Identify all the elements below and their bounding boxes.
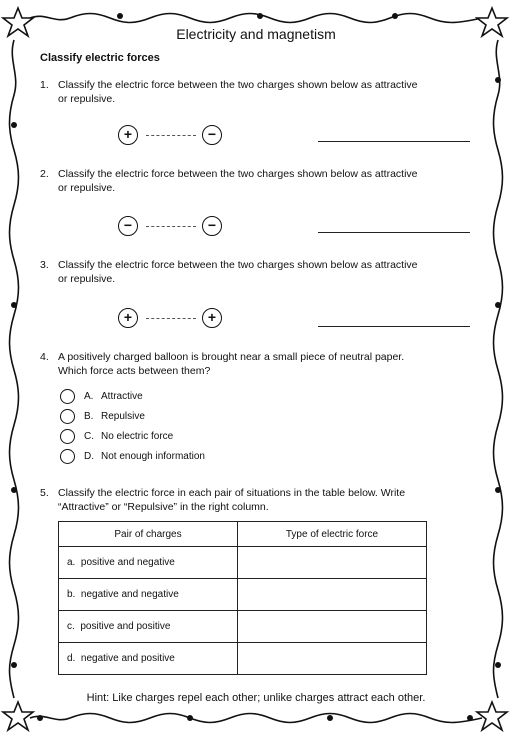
option-letter: D. — [84, 451, 94, 462]
answer-line[interactable] — [318, 232, 470, 233]
answer-cell[interactable] — [238, 547, 427, 579]
question-number: 2. — [40, 168, 49, 180]
question-3 — [40, 258, 440, 288]
section-subtitle: Classify electric forces — [40, 52, 160, 64]
option-d-radio[interactable] — [60, 449, 75, 464]
page-title: Electricity and magnetism — [176, 26, 336, 42]
option-letter: A. — [84, 391, 94, 402]
row-text: positive and negative — [80, 557, 175, 568]
option-letter: C. — [84, 431, 94, 442]
option-letter: B. — [84, 411, 94, 422]
answer-line[interactable] — [318, 141, 470, 142]
table-row — [59, 579, 427, 611]
answer-cell[interactable] — [238, 579, 427, 611]
charge-left: − — [118, 216, 138, 236]
row-text: negative and negative — [80, 589, 179, 600]
option-c-label: No electric force — [101, 431, 174, 442]
question-2 — [40, 167, 440, 197]
pair-cell — [59, 611, 238, 643]
hint-text: Hint: Like charges repel each other; unlike charges attract each other. — [86, 692, 426, 704]
answer-line[interactable] — [318, 326, 470, 327]
column-header: Type of electric force — [238, 522, 427, 547]
dashed-connector — [146, 135, 196, 136]
row-letter: c. — [67, 621, 75, 632]
question-text: A positively charged balloon is brought near a small piece of neutral paper. Which force acts between them? — [58, 351, 405, 377]
question-1 — [40, 78, 440, 108]
row-letter: d. — [67, 653, 76, 664]
question-number: 1. — [40, 79, 49, 91]
question-number: 3. — [40, 259, 49, 271]
option-c-radio[interactable] — [60, 429, 75, 444]
pair-cell — [59, 547, 238, 579]
classification-table — [58, 521, 427, 675]
pair-cell — [59, 579, 238, 611]
charge-left: + — [118, 308, 138, 328]
table-row — [59, 643, 427, 675]
question-text: Classify the electric force in each pair of situations in the table below. Write “Attractive” or “Repulsive” in the right column. — [58, 487, 406, 513]
answer-cell[interactable] — [238, 643, 427, 675]
option-a-label: Attractive — [101, 391, 143, 402]
option-b-radio[interactable] — [60, 409, 75, 424]
dashed-connector — [146, 318, 196, 319]
dashed-connector — [146, 226, 196, 227]
question-number: 5. — [40, 487, 49, 499]
row-text: positive and positive — [80, 621, 171, 632]
row-letter: b. — [67, 589, 76, 600]
row-letter: a. — [67, 557, 76, 568]
answer-cell[interactable] — [238, 611, 427, 643]
question-5 — [40, 486, 440, 516]
question-text: Classify the electric force between the two charges shown below as attractive or repulsive. — [58, 79, 418, 105]
option-d-label: Not enough information — [101, 451, 205, 462]
charge-right: + — [202, 308, 222, 328]
table-row — [59, 611, 427, 643]
question-text: Classify the electric force between the two charges shown below as attractive or repulsive. — [58, 168, 418, 194]
charge-left: + — [118, 125, 138, 145]
option-b-label: Repulsive — [101, 411, 145, 422]
charge-right: − — [202, 125, 222, 145]
question-4 — [40, 350, 440, 380]
table-header-row — [59, 522, 427, 547]
table-row — [59, 547, 427, 579]
option-a-radio[interactable] — [60, 389, 75, 404]
column-header: Pair of charges — [59, 522, 238, 547]
pair-cell — [59, 643, 238, 675]
row-text: negative and positive — [80, 653, 175, 664]
question-text: Classify the electric force between the two charges shown below as attractive or repulsive. — [58, 259, 418, 285]
question-number: 4. — [40, 351, 49, 363]
charge-right: − — [202, 216, 222, 236]
